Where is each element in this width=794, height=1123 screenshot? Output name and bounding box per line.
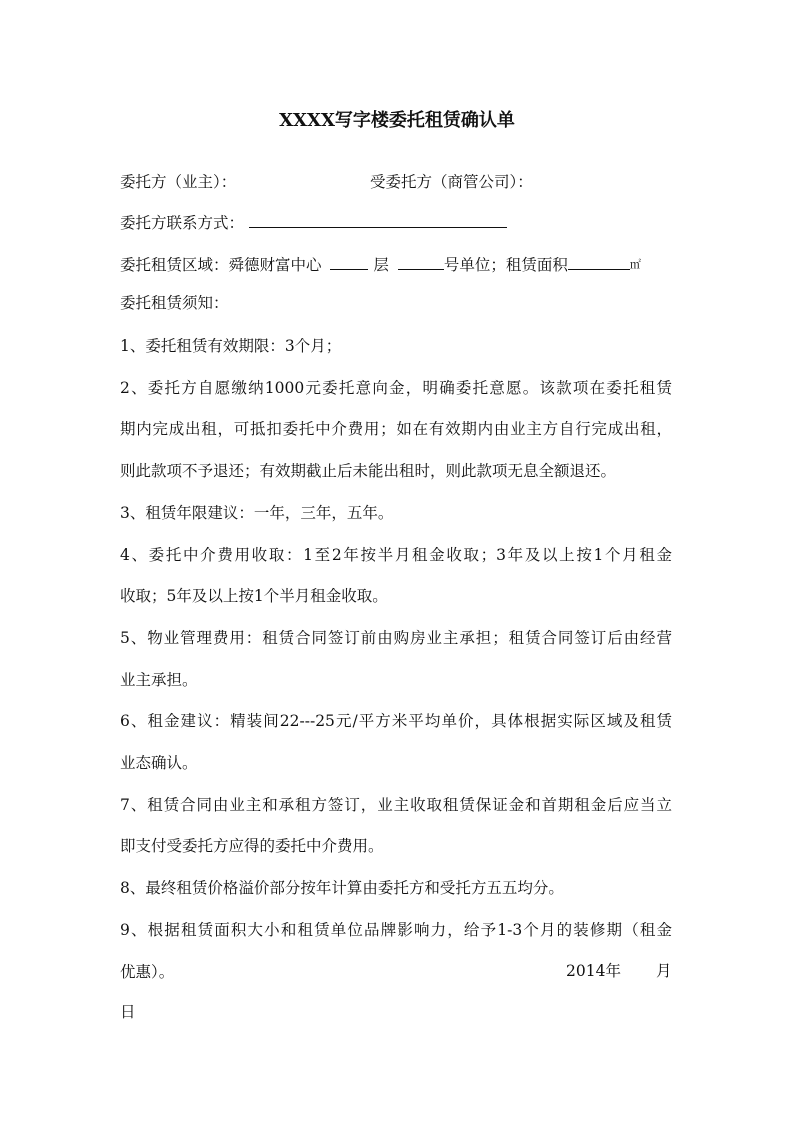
notice-item-7-line: 即支付受委托方应得的委托中介费用。: [120, 837, 384, 855]
contact-field: [120, 213, 507, 233]
notice-item-9-line: 优惠）。: [120, 963, 175, 981]
floor-label: 层: [373, 256, 389, 274]
area-field: [120, 255, 641, 275]
notice-item-5-line: 业主承担。: [120, 671, 198, 689]
date-day: 日: [120, 1003, 136, 1021]
floor-blank[interactable]: [330, 255, 368, 270]
agent-field: [370, 172, 533, 192]
notice-item-9-line: 9、根据租赁面积大小和租赁单位品牌影响力，给予1-3个月的装修期（租金: [120, 921, 672, 939]
client-field: [120, 172, 236, 192]
notice-item-5-line: 5、物业管理费用：租赁合同签订前由购房业主承担；租赁合同签订后由经营: [120, 629, 672, 647]
notice-item-2-line: 2、委托方自愿缴纳1000元委托意向金，明确委托意愿。该款项在委托租赁: [120, 379, 672, 397]
notice-item-8-line: 8、最终租赁价格溢价部分按年计算由委托方和受托方五五均分。: [120, 879, 564, 897]
notice-item-6-line: 6、租金建议：精装间22---25元/平方米平均单价，具体根据实际区域及租赁: [120, 712, 672, 730]
contact-label: 委托方联系方式：: [120, 214, 245, 232]
notice-item-4-line: 4、委托中介费用收取：1至2年按半月租金收取；3年及以上按1个月租金: [120, 546, 672, 564]
client-label: 委托方（业主）：: [120, 173, 237, 191]
unit-blank[interactable]: [398, 255, 444, 270]
unit-label: 号单位；租赁面积: [443, 256, 568, 274]
contact-blank[interactable]: [249, 213, 507, 228]
notice-item-2-line: 期内完成出租，可抵扣委托中介费用；如在有效期内由业主方自行完成出租，: [120, 420, 672, 438]
notice-label: 委托租赁须知：: [120, 294, 229, 312]
notice-item-1-line: 1、委托租赁有效期限：3个月；: [120, 337, 342, 355]
date-month: 月: [656, 962, 672, 980]
area-label: 委托租赁区域：舜德财富中心: [120, 256, 322, 274]
notice-item-6-line: 业态确认。: [120, 754, 198, 772]
size-blank[interactable]: [568, 255, 630, 270]
agent-label: 受委托方（商管公司）：: [370, 173, 533, 191]
date-year: 2014年: [566, 962, 621, 980]
sqm-unit: ㎡: [629, 258, 641, 271]
notice-item-7-line: 7、租赁合同由业主和承租方签订，业主收取租赁保证金和首期租金后应当立: [120, 796, 672, 814]
notice-item-2-line: 则此款项不予退还；有效期截止后未能出租时，则此款项无息全额退还。: [120, 462, 617, 480]
notice-item-4-line: 收取；5年及以上按1个半月租金收取。: [120, 587, 388, 605]
page-title: XXXX写字楼委托租赁确认单: [279, 110, 515, 131]
notice-item-3-line: 3、租赁年限建议：一年，三年，五年。: [120, 504, 394, 522]
